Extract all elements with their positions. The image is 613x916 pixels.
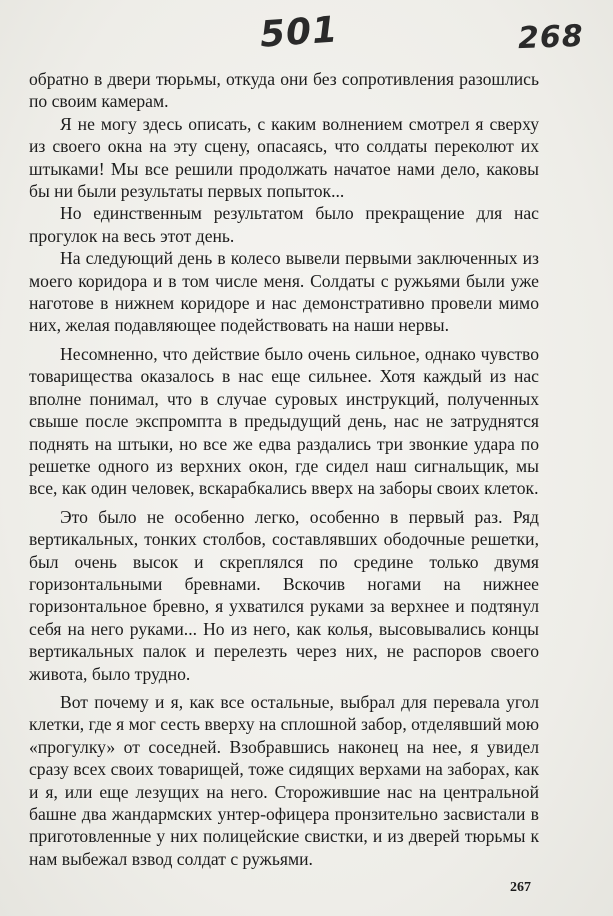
handwritten-number-left: 501 <box>258 9 340 56</box>
paragraph: Вот почему и я, как все остальные, выбрал для перевала угол клетки, где я мог сесть вверху на сплошной забор, отделявший мою «прогулку» от соседней. Взобравшись наконец на нее, я увидел сразу всех своих товарищей, тоже сидящих верхами на заборах, как и я, или еще лезущих на него. Сторожившие нас на центральной башне два жандармских унтер-офицера пронзительно засвистали в приготовленные у них полицейские свистки, и из дверей тюрьмы к нам выбежал взвод солдат с ружьями. <box>29 691 539 869</box>
paragraph: На следующий день в колесо вывели первыми заключенных из моего коридора и в том числе меня. Солдаты с ружьями были уже наготове в нижнем коридоре и нас демонстративно провели мимо них, желая подавляющее подействовать на наши нервы. <box>29 248 539 336</box>
paragraph: Несомненно, что действие было очень сильное, однако чувство товарищества оказалось в нас еще сильнее. Хотя каждый из нас вполне понимал, что в случае суровых инструкций, полученных свыше после экспромпта в предыдущий день, нас не затруднятся поднять на штыки, но все же едва раздались три звонкие удара по решетке одного из верхних окон, где сидел наш сигнальщик, мы все, как один человек, вскарабкались вверх на заборы своих клеток. <box>29 343 539 499</box>
body-text <box>29 68 539 870</box>
paragraph: обратно в двери тюрьмы, откуда они без сопротивления разошлись по своим камерам. <box>29 69 539 112</box>
paragraph: Это было не особенно легко, особенно в первый раз. Ряд вертикальных, тонких столбов, составлявших ободочные решетки, был очень высок и скреплялся по средине только двумя горизонтальными бревнами. Вскочив ногами на нижнее горизонтальное бревно, я ухватился руками за верхнее и подтянул себя на него руками... Но из него, как колья, высовывались концы вертикальных палок и перелезть через них, не распоров своего живота, было трудно. <box>29 506 539 684</box>
paragraph: Я не могу здесь описать, с каким волнением смотрел я сверху из своего окна на эту сцену, опасаясь, что солдаты переколют их штыками! Мы все решили продолжать начатое нами дело, каковы бы ни были результаты первых попыток... <box>29 113 539 202</box>
page-number: 267 <box>510 880 531 895</box>
handwritten-number-right: 268 <box>517 18 585 57</box>
paragraph: Но единственным результатом было прекращение для нас прогулок на весь этот день. <box>29 203 539 246</box>
